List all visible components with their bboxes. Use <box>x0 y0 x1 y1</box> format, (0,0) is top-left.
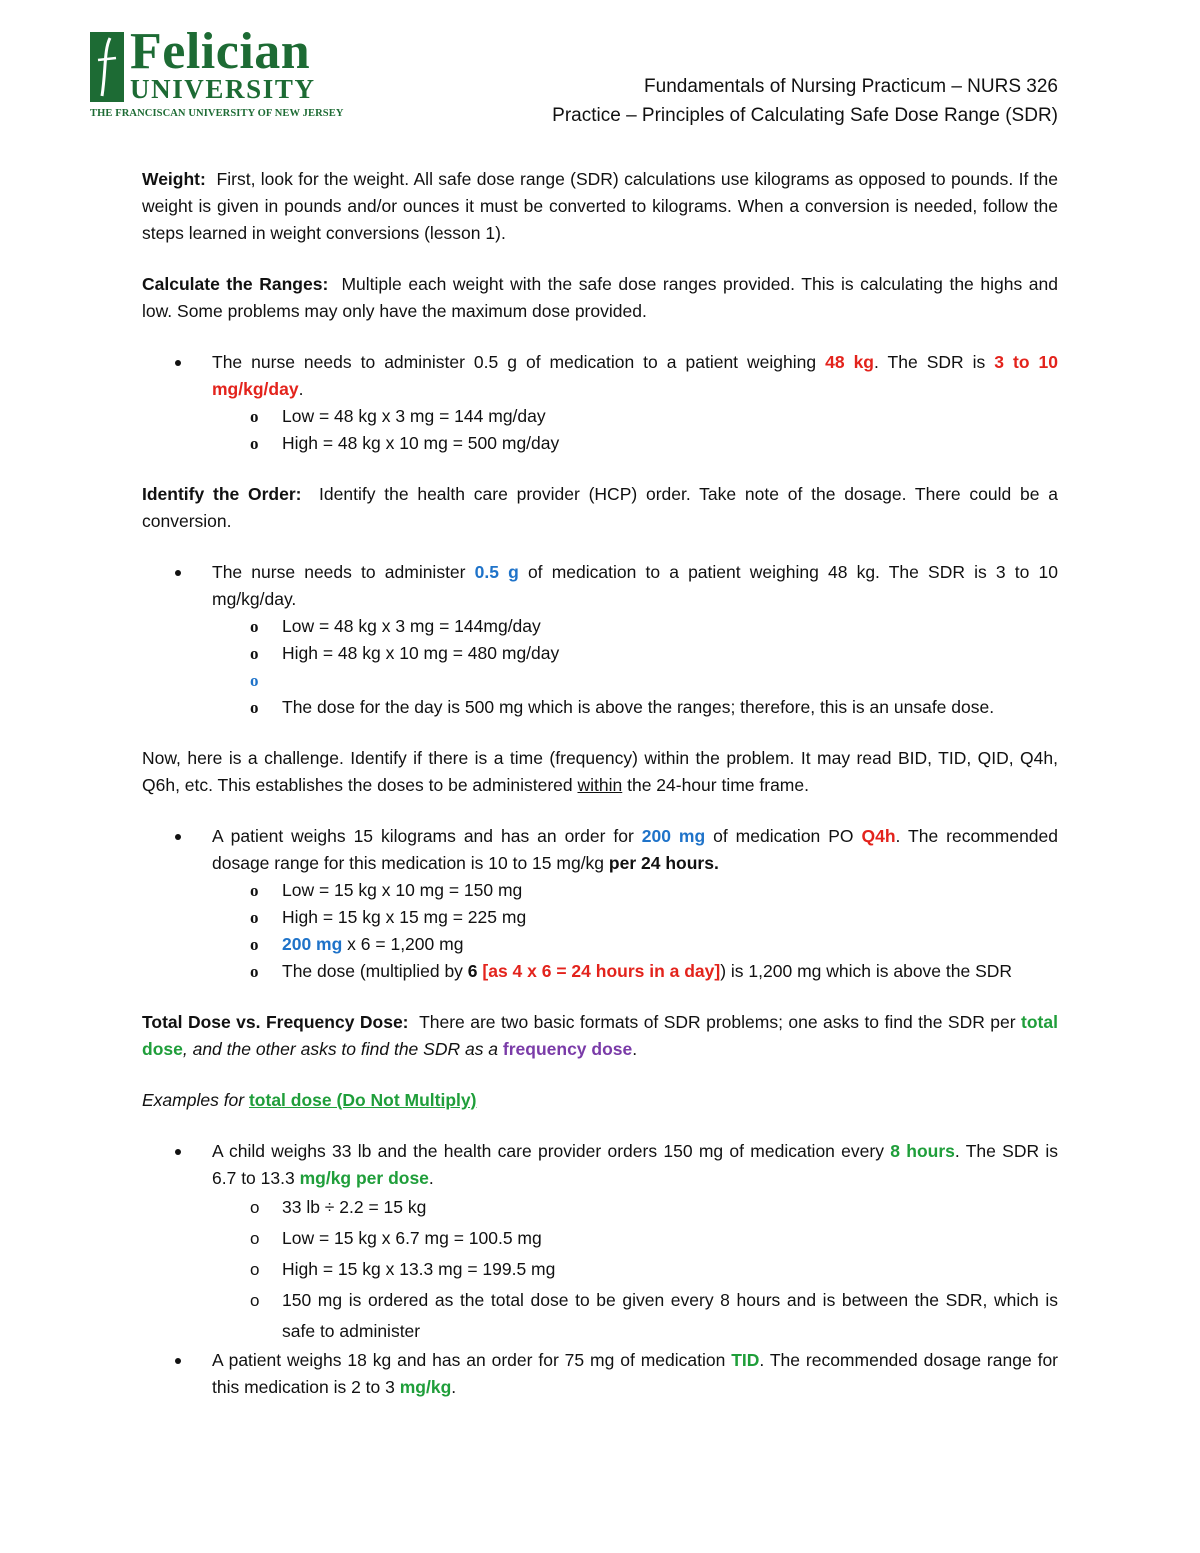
order-conclusion: The dose for the day is 500 mg which is above the ranges; therefore, this is an unsafe dose. <box>282 697 995 717</box>
list-item <box>212 403 1058 430</box>
sub-bullet-marker: o <box>250 881 259 900</box>
example1-step1: 33 lb ÷ 2.2 = 15 kg <box>282 1197 427 1217</box>
example2-text-b: . The recommended dosage range for this medication is 2 to 3 <box>212 1350 1058 1397</box>
challenge-within: within <box>577 775 623 795</box>
examples-heading <box>142 1087 1058 1114</box>
sub-bullet-marker: o <box>250 434 259 453</box>
example-bullet-1 <box>142 1138 1058 1347</box>
total-dose-term: total dose <box>142 1012 1058 1059</box>
list-item <box>212 1223 1058 1254</box>
order-bullet-text-b: of medication to a patient weighing 48 kg. The SDR is 3 to 10 mg/kg/day. <box>212 562 1058 609</box>
challenge-text-a: Now, here is a challenge. Identify if there is a time (frequency) within the problem. It may read BID, TID, QID, Q4h, Q6h, etc. This establishes the doses to be administered <box>142 748 1058 795</box>
challenge-bullet-freq: Q4h <box>861 826 896 846</box>
example1-text-c: . <box>428 1168 434 1188</box>
ranges-heading: Calculate the Ranges: <box>142 274 329 294</box>
list-item <box>212 430 1058 457</box>
university-logo <box>90 23 344 125</box>
list-item <box>212 958 1058 985</box>
order-bullet-text-a: The nurse needs to administer <box>212 562 475 582</box>
weight-heading: Weight: <box>142 169 206 189</box>
sub-bullet-marker: o <box>250 1260 260 1279</box>
challenge-bullet-text-b: of medication PO <box>705 826 862 846</box>
sub-bullet-marker: o <box>250 935 259 954</box>
order-text: Identify the health care provider (HCP) order. Take note of the dosage. There could be a conversion. <box>142 484 1058 531</box>
challenge-bullet <box>142 823 1058 985</box>
ranges-list <box>142 349 1058 457</box>
sub-bullet-marker: o <box>250 1229 260 1248</box>
example1-step3: High = 15 kg x 13.3 mg = 199.5 mg <box>282 1259 556 1279</box>
example1-unit: mg/kg per dose <box>299 1168 429 1188</box>
sub-bullet-marker: o <box>250 617 259 636</box>
challenge-bullet-text-a: A patient weighs 15 kilograms and has an order for <box>212 826 642 846</box>
ranges-sublist <box>212 403 1058 457</box>
challenge-dose-bracket: [as 4 x 6 = 24 hours in a day] <box>482 961 721 981</box>
challenge-dose-six: 6 <box>467 961 478 981</box>
total-text-b: , and the other asks to find the SDR as a <box>182 1039 503 1059</box>
list-item <box>212 694 1058 721</box>
challenge-bullet-text-c: . The recommended dosage range for this medication is 10 to 15 mg/kg <box>212 826 1058 873</box>
ranges-bullet <box>142 349 1058 457</box>
example2-unit: mg/kg <box>399 1377 452 1397</box>
list-item <box>212 904 1058 931</box>
example1-freq: 8 hours <box>890 1141 955 1161</box>
list-item <box>212 613 1058 640</box>
challenge-mult-dose: 200 mg <box>282 934 343 954</box>
sub-bullet-marker: o <box>250 407 259 426</box>
challenge-bullet-bold: per 24 hours. <box>608 853 719 873</box>
course-title: Fundamentals of Nursing Practicum – NURS 326 <box>644 76 1058 97</box>
examples-intro: Examples for <box>142 1090 249 1110</box>
ranges-paragraph <box>142 271 1058 325</box>
example-bullet-2 <box>142 1347 1058 1401</box>
logo-name: Felician <box>130 23 311 80</box>
challenge-dose-text-a: The dose (multiplied by <box>282 961 468 981</box>
order-low: Low = 48 kg x 3 mg = 144mg/day <box>282 616 541 636</box>
order-bullet-dose: 0.5 g <box>474 562 519 582</box>
list-item <box>212 1254 1058 1285</box>
ranges-bullet-text-a: The nurse needs to administer 0.5 g of medication to a patient weighing <box>212 352 826 372</box>
frequency-dose-term: frequency dose <box>502 1039 633 1059</box>
ranges-text: Multiple each weight with the safe dose ranges provided. This is calculating the highs and low. Some problems may only have the maximum dose provided. <box>142 274 1059 321</box>
sub-bullet-marker: o <box>250 644 259 663</box>
sub-bullet-marker: o <box>250 908 259 927</box>
logo-name-2: UNIVERSITY <box>130 74 316 104</box>
example1-text-b: . The SDR is 6.7 to 13.3 <box>212 1141 1059 1188</box>
weight-text: First, look for the weight. All safe dose range (SDR) calculations use kilograms as opposed to pounds. If the weight is given in pounds and/or ounces it must be converted to kilograms. When a conversion is needed, follow the steps learned in weight conversions (lesson 1). <box>142 169 1058 243</box>
list-item <box>212 640 1058 667</box>
order-paragraph <box>142 481 1058 535</box>
challenge-dose-text-b: ) is 1,200 mg which is above the SDR <box>720 961 1013 981</box>
sub-bullet-marker: o <box>250 698 259 717</box>
document-header <box>552 72 1058 130</box>
logo-mark-icon <box>90 30 124 104</box>
challenge-text-b: the 24-hour time frame. <box>622 775 809 795</box>
list-item <box>212 877 1058 904</box>
challenge-bullet-dose: 200 mg <box>641 826 706 846</box>
ranges-high: High = 48 kg x 10 mg = 500 mg/day <box>282 433 560 453</box>
example2-text-c: . <box>451 1377 457 1397</box>
example1-step2: Low = 15 kg x 6.7 mg = 100.5 mg <box>282 1228 542 1248</box>
order-sublist <box>212 613 1058 721</box>
ranges-bullet-text-b: . The SDR is <box>874 352 995 372</box>
challenge-list <box>142 823 1058 985</box>
examples-list <box>142 1138 1058 1401</box>
order-high: High = 48 kg x 10 mg = 480 mg/day <box>282 643 560 663</box>
example2-text-a: A patient weighs 18 kg and has an order for 75 mg of medication <box>212 1350 732 1370</box>
example1-text-a: A child weighs 33 lb and the health care provider orders 150 mg of medication every <box>212 1141 891 1161</box>
challenge-sublist <box>212 877 1058 985</box>
ranges-bullet-sdr: 3 to 10 mg/kg/day <box>212 352 1058 399</box>
practice-title: Practice – Principles of Calculating Safe Dose Range (SDR) <box>552 105 1058 126</box>
total-heading: Total Dose vs. Frequency Dose: <box>142 1012 409 1032</box>
sub-bullet-marker: o <box>250 1291 260 1310</box>
order-heading: Identify the Order: <box>142 484 302 504</box>
example1-sublist <box>212 1192 1058 1347</box>
list-item <box>212 1285 1058 1347</box>
logo-tagline: THE FRANCISCAN UNIVERSITY OF NEW JERSEY <box>90 108 344 119</box>
sub-bullet-marker: o <box>250 671 259 690</box>
ranges-bullet-text-c: . <box>298 379 304 399</box>
list-item <box>212 667 1058 694</box>
ranges-low: Low = 48 kg x 3 mg = 144 mg/day <box>282 406 546 426</box>
total-text-c: . <box>632 1039 638 1059</box>
example1-step4: 150 mg is ordered as the total dose to be given every 8 hours and is between the SDR, which is safe to administer <box>282 1290 1058 1341</box>
order-bullet <box>142 559 1058 721</box>
examples-label: total dose (Do Not Multiply) <box>248 1090 477 1110</box>
sub-bullet-marker: o <box>250 1198 260 1217</box>
ranges-bullet-weight: 48 kg <box>825 352 874 372</box>
total-text-a: There are two basic formats of SDR problems; one asks to find the SDR per <box>419 1012 1022 1032</box>
total-paragraph <box>142 1009 1058 1063</box>
challenge-low: Low = 15 kg x 10 mg = 150 mg <box>282 880 523 900</box>
list-item <box>212 931 1058 958</box>
challenge-high: High = 15 kg x 15 mg = 225 mg <box>282 907 527 927</box>
list-item <box>212 1192 1058 1223</box>
sub-bullet-marker: o <box>250 962 259 981</box>
document-body <box>142 166 1058 1401</box>
order-list <box>142 559 1058 721</box>
example2-freq: TID <box>731 1350 760 1370</box>
challenge-paragraph <box>142 745 1058 799</box>
challenge-mult-rest: x 6 = 1,200 mg <box>342 934 464 954</box>
weight-paragraph <box>142 166 1058 247</box>
